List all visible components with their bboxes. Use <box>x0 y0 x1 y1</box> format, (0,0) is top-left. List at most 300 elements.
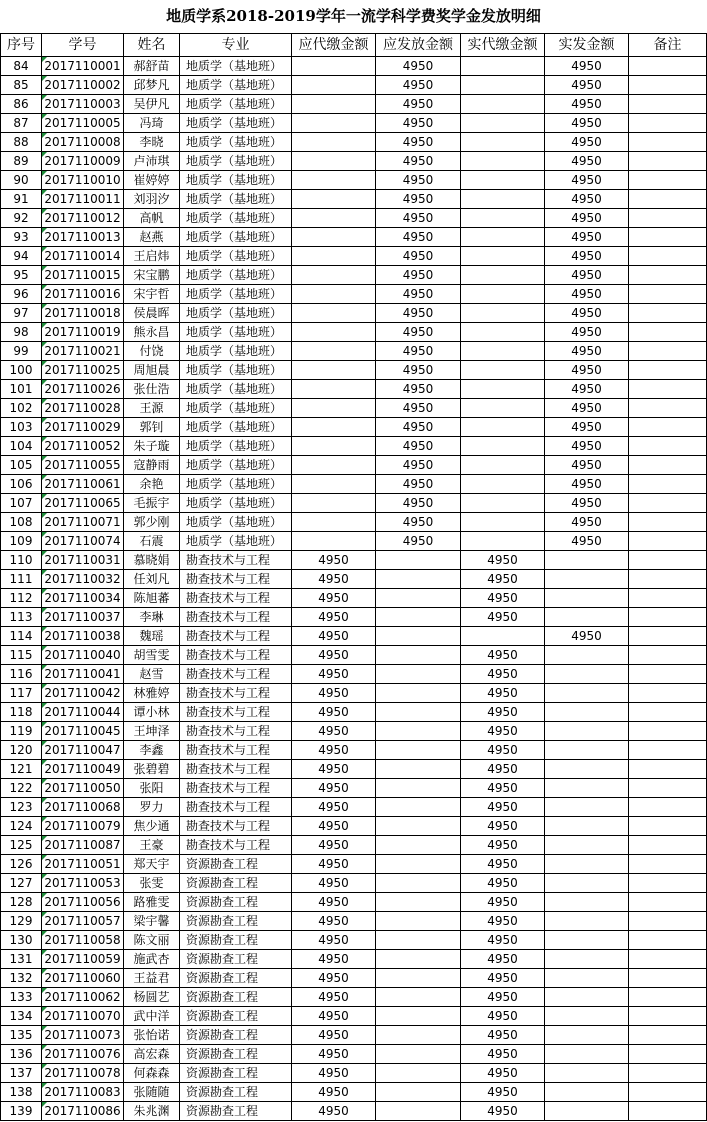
cell-granted: 4950 <box>545 475 629 494</box>
cell-no: 85 <box>1 76 42 95</box>
cell-paid <box>461 380 545 399</box>
cell-major: 地质学（基地班） <box>180 494 292 513</box>
cell-no: 120 <box>1 741 42 760</box>
cell-paid: 4950 <box>461 570 545 589</box>
cell-due-grant <box>376 684 461 703</box>
table-row <box>1 608 707 627</box>
header-cell-name: 姓名 <box>124 34 180 57</box>
cell-major: 勘查技术与工程 <box>180 779 292 798</box>
cell-name: 何森森 <box>124 1064 180 1083</box>
cell-student-id: 2017110073 <box>42 1026 124 1045</box>
cell-paid <box>461 152 545 171</box>
cell-granted <box>545 1102 629 1121</box>
cell-due-grant <box>376 817 461 836</box>
table-row <box>1 190 707 209</box>
cell-no: 95 <box>1 266 42 285</box>
cell-due-grant: 4950 <box>376 133 461 152</box>
cell-major: 勘查技术与工程 <box>180 760 292 779</box>
cell-name: 吴伊凡 <box>124 95 180 114</box>
cell-due-grant: 4950 <box>376 456 461 475</box>
cell-due-grant: 4950 <box>376 437 461 456</box>
table-row <box>1 323 707 342</box>
cell-no: 127 <box>1 874 42 893</box>
table-row <box>1 152 707 171</box>
cell-due-pay <box>292 266 376 285</box>
cell-due-pay <box>292 228 376 247</box>
table-row <box>1 551 707 570</box>
cell-note <box>629 627 707 646</box>
cell-paid: 4950 <box>461 551 545 570</box>
cell-paid: 4950 <box>461 817 545 836</box>
cell-due-grant <box>376 551 461 570</box>
cell-name: 高宏森 <box>124 1045 180 1064</box>
table-row <box>1 741 707 760</box>
cell-paid <box>461 285 545 304</box>
cell-due-grant: 4950 <box>376 95 461 114</box>
cell-student-id: 2017110014 <box>42 247 124 266</box>
cell-note <box>629 817 707 836</box>
cell-name: 周旭晨 <box>124 361 180 380</box>
cell-major: 资源勘查工程 <box>180 1026 292 1045</box>
cell-name: 朱子璇 <box>124 437 180 456</box>
header-cell-note: 备注 <box>629 34 707 57</box>
cell-name: 郑天宇 <box>124 855 180 874</box>
cell-due-grant: 4950 <box>376 418 461 437</box>
cell-due-grant: 4950 <box>376 57 461 76</box>
cell-note <box>629 380 707 399</box>
cell-student-id: 2017110012 <box>42 209 124 228</box>
cell-no: 125 <box>1 836 42 855</box>
cell-due-grant <box>376 646 461 665</box>
cell-note <box>629 741 707 760</box>
cell-major: 地质学（基地班） <box>180 456 292 475</box>
table-row <box>1 57 707 76</box>
cell-due-pay <box>292 57 376 76</box>
cell-due-grant: 4950 <box>376 475 461 494</box>
cell-no: 107 <box>1 494 42 513</box>
cell-due-grant: 4950 <box>376 247 461 266</box>
table-row <box>1 475 707 494</box>
cell-student-id: 2017110041 <box>42 665 124 684</box>
table-row <box>1 1007 707 1026</box>
cell-major: 资源勘查工程 <box>180 950 292 969</box>
cell-granted <box>545 836 629 855</box>
cell-note <box>629 855 707 874</box>
cell-note <box>629 589 707 608</box>
cell-note <box>629 133 707 152</box>
cell-note <box>629 456 707 475</box>
cell-no: 113 <box>1 608 42 627</box>
cell-paid: 4950 <box>461 855 545 874</box>
cell-no: 104 <box>1 437 42 456</box>
cell-name: 陈文丽 <box>124 931 180 950</box>
cell-paid: 4950 <box>461 798 545 817</box>
cell-due-pay: 4950 <box>292 627 376 646</box>
table-row <box>1 247 707 266</box>
cell-name: 胡雪雯 <box>124 646 180 665</box>
cell-due-pay <box>292 304 376 323</box>
cell-name: 张雯 <box>124 874 180 893</box>
cell-student-id: 2017110057 <box>42 912 124 931</box>
cell-student-id: 2017110016 <box>42 285 124 304</box>
cell-major: 资源勘查工程 <box>180 969 292 988</box>
cell-due-pay <box>292 399 376 418</box>
cell-student-id: 2017110061 <box>42 475 124 494</box>
cell-name: 付饶 <box>124 342 180 361</box>
cell-paid: 4950 <box>461 589 545 608</box>
cell-paid: 4950 <box>461 741 545 760</box>
cell-paid: 4950 <box>461 646 545 665</box>
table-row <box>1 836 707 855</box>
cell-note <box>629 874 707 893</box>
cell-due-pay: 4950 <box>292 646 376 665</box>
cell-granted <box>545 855 629 874</box>
cell-paid: 4950 <box>461 684 545 703</box>
cell-student-id: 2017110087 <box>42 836 124 855</box>
cell-granted <box>545 551 629 570</box>
cell-student-id: 2017110025 <box>42 361 124 380</box>
cell-major: 地质学（基地班） <box>180 323 292 342</box>
cell-name: 宋宇哲 <box>124 285 180 304</box>
cell-paid <box>461 627 545 646</box>
cell-due-grant <box>376 1102 461 1121</box>
cell-student-id: 2017110042 <box>42 684 124 703</box>
table-row <box>1 133 707 152</box>
cell-due-pay <box>292 361 376 380</box>
cell-granted <box>545 608 629 627</box>
cell-due-grant <box>376 665 461 684</box>
cell-paid: 4950 <box>461 874 545 893</box>
cell-due-pay: 4950 <box>292 665 376 684</box>
cell-name: 王豪 <box>124 836 180 855</box>
cell-due-grant: 4950 <box>376 342 461 361</box>
cell-major: 勘查技术与工程 <box>180 703 292 722</box>
cell-no: 93 <box>1 228 42 247</box>
cell-due-grant <box>376 1083 461 1102</box>
cell-note <box>629 1102 707 1121</box>
table-row <box>1 570 707 589</box>
cell-due-pay: 4950 <box>292 1083 376 1102</box>
cell-name: 魏瑶 <box>124 627 180 646</box>
cell-due-pay <box>292 532 376 551</box>
cell-granted: 4950 <box>545 532 629 551</box>
cell-major: 资源勘查工程 <box>180 912 292 931</box>
cell-granted: 4950 <box>545 133 629 152</box>
cell-note <box>629 437 707 456</box>
cell-name: 武中洋 <box>124 1007 180 1026</box>
cell-granted <box>545 798 629 817</box>
cell-due-pay: 4950 <box>292 969 376 988</box>
cell-due-grant <box>376 893 461 912</box>
cell-due-pay: 4950 <box>292 798 376 817</box>
cell-due-pay: 4950 <box>292 684 376 703</box>
cell-no: 121 <box>1 760 42 779</box>
cell-no: 136 <box>1 1045 42 1064</box>
cell-due-grant <box>376 836 461 855</box>
cell-due-grant <box>376 912 461 931</box>
cell-due-pay: 4950 <box>292 1007 376 1026</box>
cell-no: 134 <box>1 1007 42 1026</box>
cell-name: 王源 <box>124 399 180 418</box>
cell-no: 122 <box>1 779 42 798</box>
cell-granted <box>545 1045 629 1064</box>
cell-granted: 4950 <box>545 266 629 285</box>
cell-note <box>629 323 707 342</box>
cell-due-grant: 4950 <box>376 76 461 95</box>
cell-paid <box>461 513 545 532</box>
cell-student-id: 2017110031 <box>42 551 124 570</box>
cell-student-id: 2017110083 <box>42 1083 124 1102</box>
cell-student-id: 2017110044 <box>42 703 124 722</box>
cell-paid <box>461 266 545 285</box>
cell-granted: 4950 <box>545 456 629 475</box>
table-row <box>1 437 707 456</box>
header-cell-granted: 实发金额 <box>545 34 629 57</box>
cell-note <box>629 703 707 722</box>
cell-paid: 4950 <box>461 1083 545 1102</box>
cell-granted <box>545 1007 629 1026</box>
cell-paid: 4950 <box>461 1007 545 1026</box>
cell-granted: 4950 <box>545 152 629 171</box>
cell-due-grant <box>376 1026 461 1045</box>
cell-student-id: 2017110010 <box>42 171 124 190</box>
cell-due-pay: 4950 <box>292 988 376 1007</box>
cell-due-grant <box>376 798 461 817</box>
cell-major: 地质学（基地班） <box>180 437 292 456</box>
cell-student-id: 2017110047 <box>42 741 124 760</box>
cell-name: 谭小林 <box>124 703 180 722</box>
cell-granted <box>545 722 629 741</box>
cell-granted: 4950 <box>545 342 629 361</box>
cell-major: 勘查技术与工程 <box>180 836 292 855</box>
cell-name: 郝舒苗 <box>124 57 180 76</box>
table-body <box>1 57 707 1121</box>
cell-due-pay: 4950 <box>292 893 376 912</box>
header-cell-major: 专业 <box>180 34 292 57</box>
cell-due-grant: 4950 <box>376 513 461 532</box>
header-cell-no: 序号 <box>1 34 42 57</box>
cell-name: 梁宇馨 <box>124 912 180 931</box>
cell-due-grant <box>376 931 461 950</box>
document-title: 地质学系2018-2019学年一流学科学费奖学金发放明细 <box>166 7 541 25</box>
cell-note <box>629 266 707 285</box>
cell-note <box>629 76 707 95</box>
cell-note <box>629 475 707 494</box>
cell-paid: 4950 <box>461 665 545 684</box>
cell-paid <box>461 342 545 361</box>
cell-due-grant: 4950 <box>376 380 461 399</box>
cell-due-pay: 4950 <box>292 912 376 931</box>
cell-name: 张怡诺 <box>124 1026 180 1045</box>
cell-paid <box>461 323 545 342</box>
cell-due-pay <box>292 380 376 399</box>
cell-due-grant: 4950 <box>376 494 461 513</box>
cell-due-pay <box>292 418 376 437</box>
cell-major: 地质学（基地班） <box>180 209 292 228</box>
cell-major: 勘查技术与工程 <box>180 646 292 665</box>
cell-student-id: 2017110009 <box>42 152 124 171</box>
cell-name: 毛振宇 <box>124 494 180 513</box>
cell-granted <box>545 969 629 988</box>
cell-no: 105 <box>1 456 42 475</box>
cell-major: 资源勘查工程 <box>180 931 292 950</box>
cell-note <box>629 684 707 703</box>
cell-due-pay <box>292 323 376 342</box>
cell-no: 100 <box>1 361 42 380</box>
cell-paid: 4950 <box>461 608 545 627</box>
cell-due-pay: 4950 <box>292 817 376 836</box>
cell-paid <box>461 95 545 114</box>
cell-paid <box>461 532 545 551</box>
cell-no: 96 <box>1 285 42 304</box>
cell-granted: 4950 <box>545 418 629 437</box>
cell-major: 地质学（基地班） <box>180 114 292 133</box>
cell-paid: 4950 <box>461 931 545 950</box>
table-row <box>1 912 707 931</box>
cell-name: 王益君 <box>124 969 180 988</box>
table-row <box>1 1083 707 1102</box>
table-row <box>1 931 707 950</box>
cell-granted <box>545 893 629 912</box>
cell-granted <box>545 1026 629 1045</box>
cell-paid: 4950 <box>461 1045 545 1064</box>
table-row <box>1 114 707 133</box>
cell-note <box>629 247 707 266</box>
cell-paid: 4950 <box>461 779 545 798</box>
cell-name: 张碧碧 <box>124 760 180 779</box>
cell-major: 勘查技术与工程 <box>180 817 292 836</box>
cell-paid: 4950 <box>461 912 545 931</box>
cell-due-grant <box>376 627 461 646</box>
cell-due-grant <box>376 1064 461 1083</box>
cell-due-grant: 4950 <box>376 152 461 171</box>
cell-note <box>629 950 707 969</box>
cell-student-id: 2017110051 <box>42 855 124 874</box>
cell-paid <box>461 209 545 228</box>
cell-note <box>629 190 707 209</box>
cell-no: 138 <box>1 1083 42 1102</box>
cell-major: 资源勘查工程 <box>180 1064 292 1083</box>
cell-student-id: 2017110018 <box>42 304 124 323</box>
cell-due-grant <box>376 741 461 760</box>
cell-name: 慕晓娟 <box>124 551 180 570</box>
cell-no: 118 <box>1 703 42 722</box>
cell-no: 137 <box>1 1064 42 1083</box>
cell-paid: 4950 <box>461 722 545 741</box>
cell-student-id: 2017110070 <box>42 1007 124 1026</box>
cell-due-grant <box>376 608 461 627</box>
cell-note <box>629 551 707 570</box>
cell-major: 勘查技术与工程 <box>180 589 292 608</box>
cell-no: 94 <box>1 247 42 266</box>
cell-name: 冯琦 <box>124 114 180 133</box>
cell-no: 129 <box>1 912 42 931</box>
cell-student-id: 2017110059 <box>42 950 124 969</box>
cell-paid <box>461 57 545 76</box>
cell-name: 李晓 <box>124 133 180 152</box>
cell-major: 资源勘查工程 <box>180 1007 292 1026</box>
cell-granted <box>545 950 629 969</box>
cell-student-id: 2017110011 <box>42 190 124 209</box>
table-row <box>1 304 707 323</box>
cell-note <box>629 513 707 532</box>
table-row <box>1 950 707 969</box>
cell-due-pay: 4950 <box>292 741 376 760</box>
cell-paid: 4950 <box>461 988 545 1007</box>
cell-major: 勘查技术与工程 <box>180 722 292 741</box>
cell-due-grant <box>376 570 461 589</box>
cell-major: 地质学（基地班） <box>180 475 292 494</box>
cell-major: 资源勘查工程 <box>180 1083 292 1102</box>
cell-no: 102 <box>1 399 42 418</box>
cell-no: 92 <box>1 209 42 228</box>
cell-major: 地质学（基地班） <box>180 247 292 266</box>
cell-due-pay: 4950 <box>292 589 376 608</box>
cell-no: 108 <box>1 513 42 532</box>
cell-student-id: 2017110076 <box>42 1045 124 1064</box>
cell-paid <box>461 475 545 494</box>
cell-granted: 4950 <box>545 627 629 646</box>
cell-note <box>629 1026 707 1045</box>
cell-no: 86 <box>1 95 42 114</box>
cell-major: 地质学（基地班） <box>180 171 292 190</box>
cell-major: 勘查技术与工程 <box>180 665 292 684</box>
cell-due-pay: 4950 <box>292 570 376 589</box>
cell-no: 128 <box>1 893 42 912</box>
table-row <box>1 532 707 551</box>
cell-no: 103 <box>1 418 42 437</box>
cell-note <box>629 1083 707 1102</box>
cell-due-pay <box>292 152 376 171</box>
cell-due-pay <box>292 475 376 494</box>
cell-granted <box>545 1064 629 1083</box>
cell-due-grant <box>376 988 461 1007</box>
cell-student-id: 2017110019 <box>42 323 124 342</box>
cell-student-id: 2017110008 <box>42 133 124 152</box>
cell-student-id: 2017110028 <box>42 399 124 418</box>
cell-student-id: 2017110056 <box>42 893 124 912</box>
cell-name: 任刘凡 <box>124 570 180 589</box>
cell-due-pay <box>292 456 376 475</box>
cell-no: 88 <box>1 133 42 152</box>
cell-name: 张随随 <box>124 1083 180 1102</box>
cell-student-id: 2017110060 <box>42 969 124 988</box>
cell-paid <box>461 399 545 418</box>
cell-due-pay <box>292 494 376 513</box>
table-row <box>1 456 707 475</box>
cell-due-grant: 4950 <box>376 532 461 551</box>
table-row <box>1 665 707 684</box>
cell-granted: 4950 <box>545 513 629 532</box>
cell-granted: 4950 <box>545 304 629 323</box>
cell-name: 高帆 <box>124 209 180 228</box>
cell-granted: 4950 <box>545 361 629 380</box>
cell-student-id: 2017110029 <box>42 418 124 437</box>
table-row <box>1 418 707 437</box>
cell-due-grant <box>376 703 461 722</box>
cell-paid <box>461 418 545 437</box>
cell-no: 133 <box>1 988 42 1007</box>
table-row <box>1 722 707 741</box>
cell-major: 勘查技术与工程 <box>180 570 292 589</box>
cell-student-id: 2017110052 <box>42 437 124 456</box>
cell-due-pay <box>292 76 376 95</box>
cell-due-pay <box>292 285 376 304</box>
cell-due-grant: 4950 <box>376 171 461 190</box>
cell-due-grant: 4950 <box>376 304 461 323</box>
cell-paid <box>461 228 545 247</box>
cell-due-pay <box>292 437 376 456</box>
